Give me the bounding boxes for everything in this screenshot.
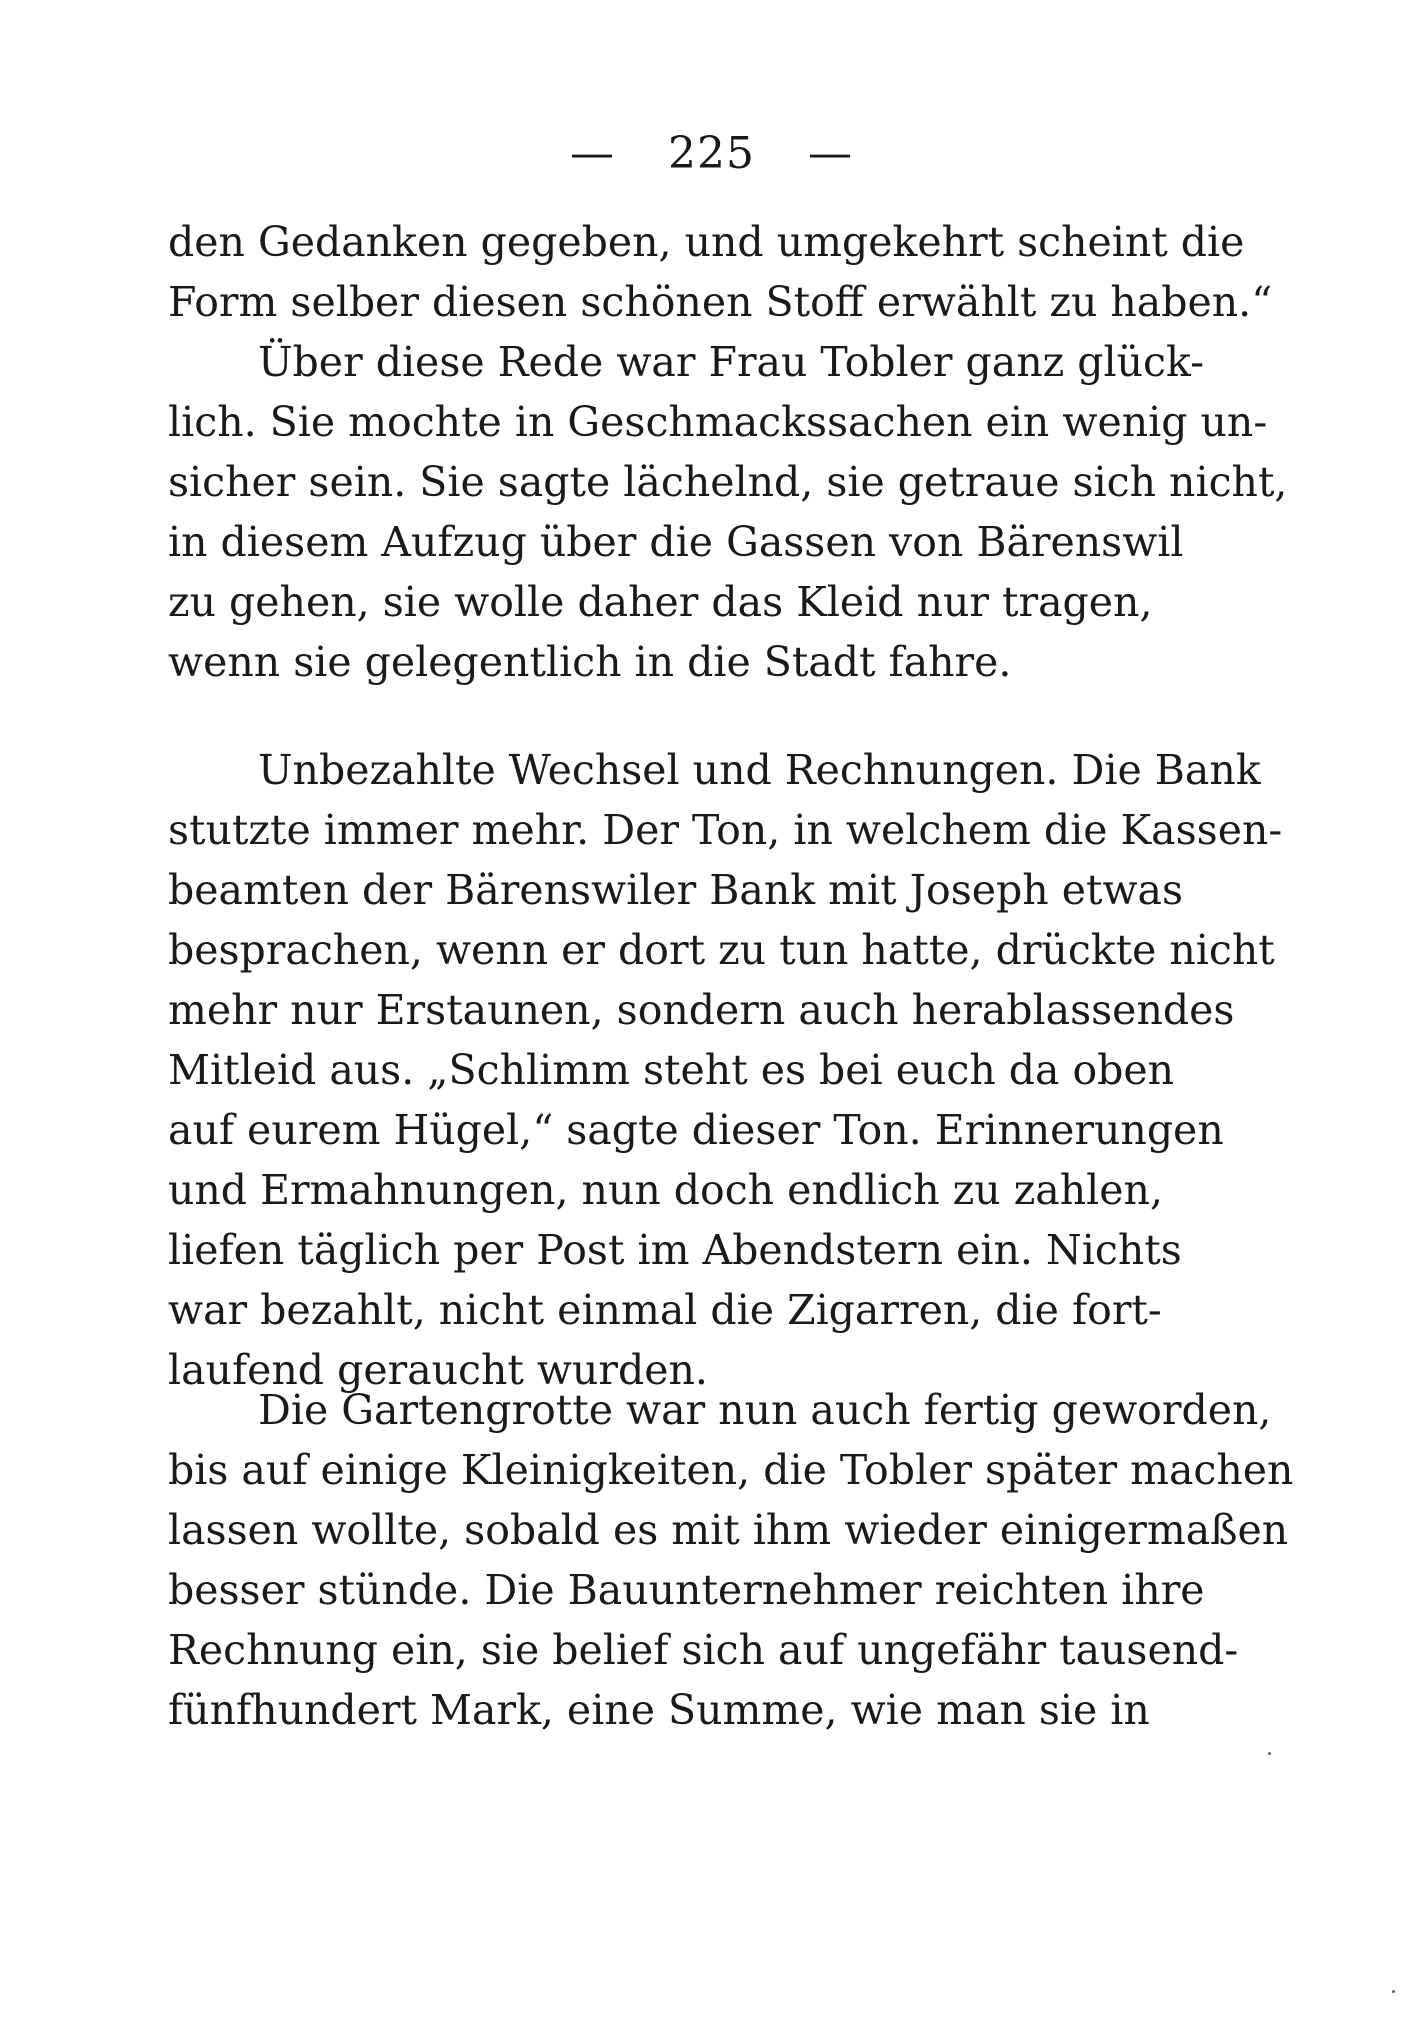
paper-speck <box>1392 1990 1395 1993</box>
text-line: Unbezahlte Wechsel und Rechnungen. Die Bank <box>258 746 1261 794</box>
text-line: Über diese Rede war Frau Tobler ganz glück- <box>258 338 1204 386</box>
text-line: zu gehen, sie wolle daher das Kleid nur tragen, <box>168 578 1153 626</box>
text-line: stutzte immer mehr. Der Ton, in welchem die Kassen- <box>168 806 1283 854</box>
text-line: liefen täglich per Post im Abendstern ein. Nichts <box>168 1226 1182 1274</box>
text-line: besprachen, wenn er dort zu tun hatte, drückte nicht <box>168 926 1275 974</box>
text-line: lich. Sie mochte in Geschmackssachen ein wenig un- <box>168 398 1268 446</box>
header-dash-right: — <box>807 128 853 179</box>
page-number: 225 <box>668 128 755 179</box>
text-line: besser stünde. Die Bauunternehmer reichten ihre <box>168 1566 1205 1614</box>
text-line: sicher sein. Sie sagte lächelnd, sie getraue sich nicht, <box>168 458 1288 506</box>
text-line: Rechnung ein, sie belief sich auf ungefähr tausend- <box>168 1626 1239 1674</box>
text-line: Die Gartengrotte war nun auch fertig geworden, <box>258 1386 1272 1434</box>
text-line: fünfhundert Mark, eine Summe, wie man sie in <box>168 1686 1150 1734</box>
text-line: auf eurem Hügel,“ sagte dieser Ton. Erinnerungen <box>168 1106 1224 1154</box>
page-header <box>0 128 1423 179</box>
text-line: den Gedanken gegeben, und umgekehrt scheint die <box>168 218 1245 266</box>
paragraph-3 <box>168 740 1283 1400</box>
text-line: bis auf einige Kleinigkeiten, die Tobler später machen <box>168 1446 1294 1494</box>
text-line: war bezahlt, nicht einmal die Zigarren, die fort- <box>168 1286 1162 1334</box>
text-line: Mitleid aus. „Schlimm steht es bei euch da oben <box>168 1046 1175 1094</box>
text-line: Form selber diesen schönen Stoff erwählt zu haben.“ <box>168 278 1273 326</box>
paragraph-2 <box>168 332 1288 692</box>
header-dash-left: — <box>570 128 615 179</box>
text-line: mehr nur Erstaunen, sondern auch herablassendes <box>168 986 1235 1034</box>
text-line: lassen wollte, sobald es mit ihm wieder einigermaßen <box>168 1506 1289 1554</box>
text-line: wenn sie gelegentlich in die Stadt fahre. <box>168 638 1012 686</box>
text-line: in diesem Aufzug über die Gassen von Bärenswil <box>168 518 1184 566</box>
paragraph-4 <box>168 1380 1294 1740</box>
text-line: und Ermahnungen, nun doch endlich zu zahlen, <box>168 1166 1163 1214</box>
text-line: laufend geraucht wurden. <box>168 1346 708 1394</box>
text-line: beamten der Bärenswiler Bank mit Joseph etwas <box>168 866 1184 914</box>
paper-speck <box>1268 1752 1271 1755</box>
paragraph-1 <box>168 212 1273 332</box>
